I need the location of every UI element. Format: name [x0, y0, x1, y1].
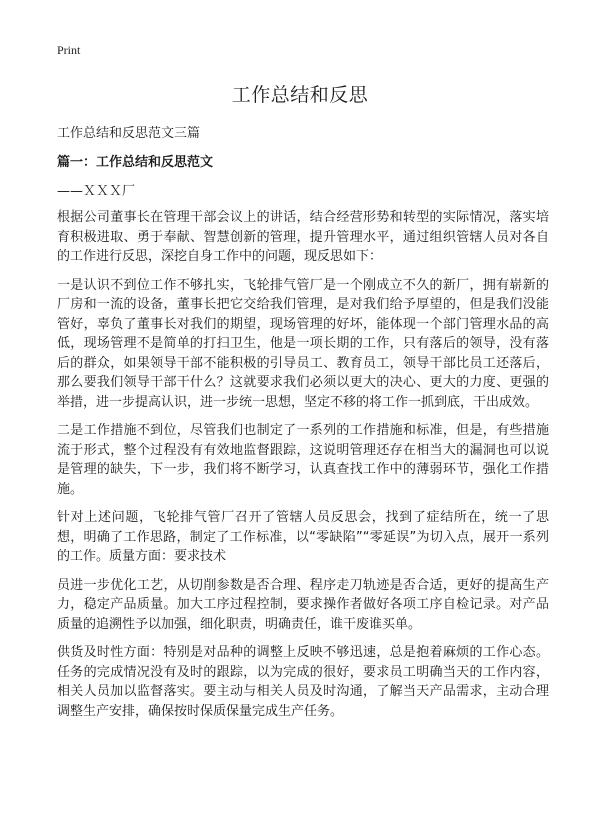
section-heading: 篇一：工作总结和反思范文 [57, 155, 214, 170]
paragraph-intro: 根据公司董事长在管理干部会议上的讲话，结合经营形势和转型的实际情况，落实培育积极进取、勇于奉献、智慧创新的管理，提升管理水平，通过组织管辖人员对各自的工作进行反思，深挖自身工作中的问题，现反思如下： [57, 210, 549, 264]
paragraph-point-two: 二是工作措施不到位，尽管我们也制定了一系列的工作措施和标准，但是，有些措施流于形式，整个过程没有有效地监督跟踪，这说明管理还存在相当大的漏洞也可以说是管理的缺失，下一步，我们将不断学习，认真查找工作中的薄弱环节，强化工作措施。 [57, 423, 549, 497]
document-subtitle: 工作总结和反思范文三篇 [57, 126, 201, 141]
paragraph-delivery: 供货及时性方面：特别是对品种的调整上反映不够迅速，总是抱着麻烦的工作心态。任务的完成情况没有及时的跟踪，以为完成的很好，要求员工明确当天的工作内容，相关人员加以监督落实。要主动与相关人员及时沟通，了解当天产品需求，主动合理调整生产安排，确保按时保质保量完成生产任务。 [57, 645, 549, 719]
document-body [57, 208, 549, 730]
author-line: ——ＸＸＸ厂 [57, 184, 136, 199]
print-link[interactable]: Print [57, 43, 81, 57]
paragraph-quality: 员进一步优化工艺，从切削参数是否合理、程序走刀轨迹是否合适，更好的提高生产力，稳定产品质量。加大工序过程控制，要求操作者做好各项工序自检记录。对产品质量的追溯性予以加强，细化职责，明确责任，谁干废谁买单。 [57, 577, 549, 632]
paragraph-response: 针对上述问题，飞轮排气管厂召开了管辖人员反思会，找到了症结所在，统一了思想，明确了工作思路，制定了工作标准，以“零缺陷”“零延误”为切入点，展开一系列的工作。质量方面：要求技术 [57, 510, 549, 564]
paragraph-point-one: 一是认识不到位工作不够扎实，飞轮排气管厂是一个刚成立不久的新厂，拥有崭新的厂房和一流的设备，董事长把它交给我们管理，是对我们给予厚望的，但是我们没能管好，辜负了董事长对我们的期望，现场管理的好坏，能体现一个部门管理水品的高低，现场管理不是简单的打扫卫生，他是一项长期的工作，只有落后的领导，没有落后的群众，如果领导干部不能积极的引导员工、教育员工，领导干部比员工还落后，那么要我们领导干部干什么？这就要求我们必须以更大的决心、更大的力度、更强的举措，进一步提高认识，进一步统一思想，坚定不移的将工作一抓到底，干出成效。 [57, 277, 549, 410]
document-title: 工作总结和反思 [231, 84, 369, 106]
